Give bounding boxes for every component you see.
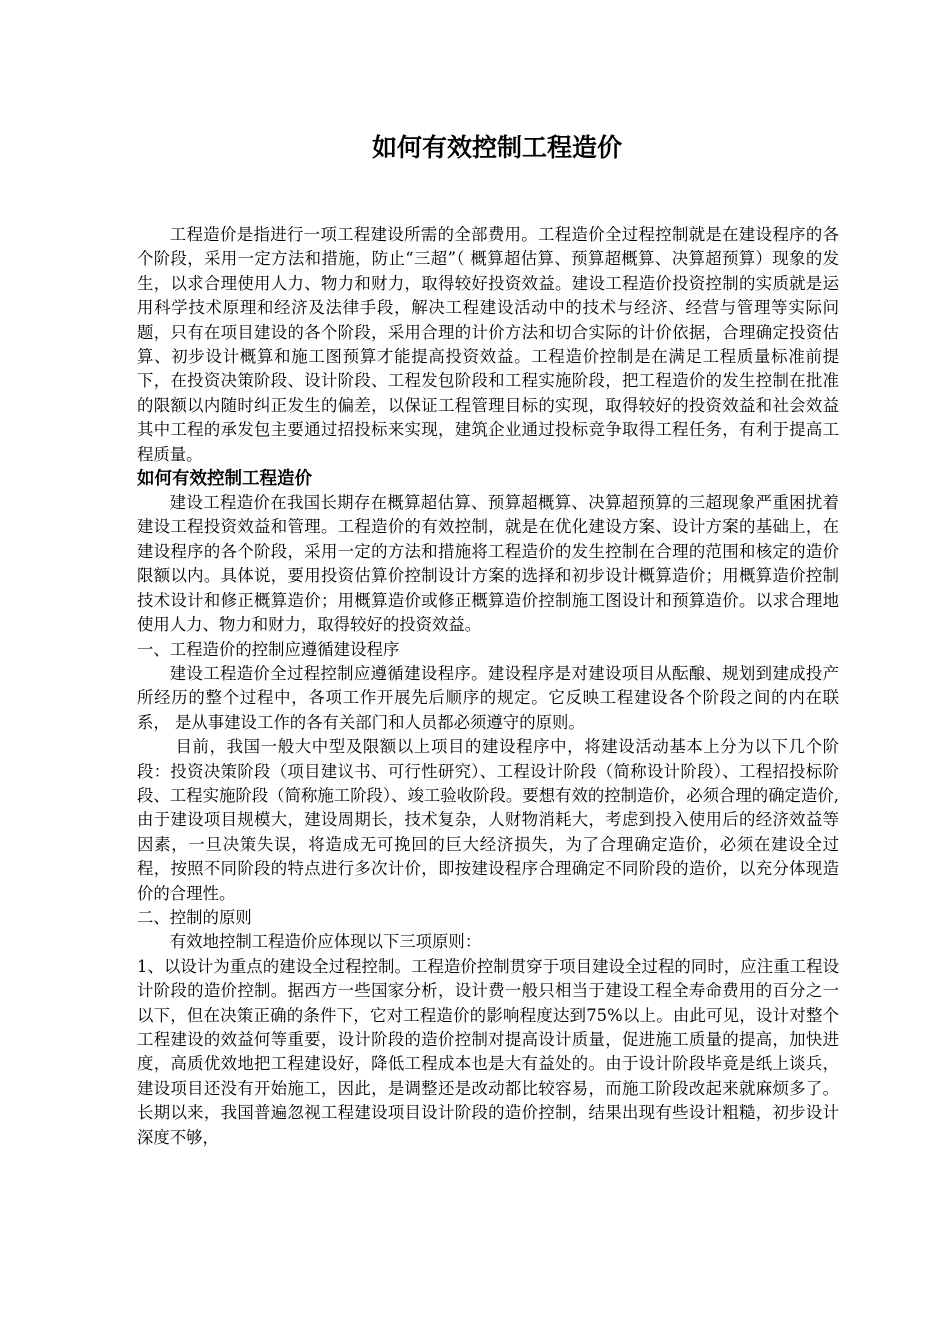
- section-heading-2: 二、控制的原则: [137, 907, 252, 927]
- document-body: [137, 223, 839, 1150]
- document-title: 如何有效控制工程造价: [372, 133, 623, 162]
- intro-paragraph: 工程造价是指进行一项工程建设所需的全部费用。工程造价全过程控制就是在建设程序的各个阶段，采用一定方法和措施，防止“三超”（ 概算超估算、预算超概算、决算超预算）现象的发生，以求合理使用人力、物力和财力，取得较好投资效益。建设工程造价投资控制的实质就是运用科学技术原理和经济及法律手段，解决工程建设活动中的技术与经济、经营与管理等实际问题，只有在项目建设的各个阶段，采用合理的计价方法和切合实际的计价依据，合理确定投资估算、初步设计概算和施工图预算才能提高投资效益。工程造价控制是在满足工程质量标准前提下，在投资决策阶段、设计阶段、工程发包阶段和工程实施阶段，把工程造价的发生控制在批准的限额以内随时纠正发生的偏差，以保证工程管理目标的实现，取得较好的投资效益和社会效益其中工程的承发包主要通过招投标来实现，建筑企业通过投标竞争取得工程任务，有利于提高工程质量。: [137, 225, 839, 464]
- overview-paragraph: 建设工程造价在我国长期存在概算超估算、预算超概算、决算超预算的三超现象严重困扰着建设工程投资效益和管理。工程造价的有效控制，就是在优化建设方案、设计方案的基础上，在建设程序的各个阶段，采用一定的方法和措施将工程造价的发生控制在合理的范围和核定的造价限额以内。具体说，要用投资估算价控制设计方案的选择和初步设计概算造价；用概算造价控制技术设计和修正概算造价；用概算造价或修正概算造价控制施工图设计和预算造价。以求合理地使用人力、物力和财力，取得较好的投资效益。: [137, 493, 839, 635]
- section-heading-1: 一、工程造价的控制应遵循建设程序: [137, 639, 400, 659]
- section-heading: 如何有效控制工程造价: [137, 469, 312, 490]
- procedure-paragraph: 建设工程造价全过程控制应遵循建设程序。建设程序是对建设项目从酝酿、规划到建成投产所经历的整个过程中，各项工作开展先后顺序的规定。它反映工程建设各个阶段之间的内在联系， 是从事建设工作的各有关部门和人员都必须遵守的原则。: [137, 663, 839, 732]
- principles-intro: 有效地控制工程造价应体现以下三项原则：: [169, 932, 482, 952]
- principle-1-paragraph: 1、以设计为重点的建设全过程控制。工程造价控制贯穿于项目建设全过程的同时，应注重工程设计阶段的造价控制。据西方一些国家分析，设计费一般只相当于建设工程全寿命费用的百分之一以下，但在决策正确的条件下，它对工程造价的影响程度达到75%以上。由此可见，设计对整个工程建设的效益何等重要，设计阶段的造价控制对提高设计质量，促进施工质量的提高，加快进度，高质优效地把工程建设好，降低工程成本也是大有益处的。由于设计阶段毕竟是纸上谈兵，建设项目还没有开始施工，因此，是调整还是改动都比较容易，而施工阶段改起来就麻烦多了。长期以来，我国普遍忽视工程建设项目设计阶段的造价控制，结果出现有些设计粗糙，初步设计深度不够，: [137, 956, 839, 1147]
- stages-paragraph: 目前，我国一般大中型及限额以上项目的建设程序中，将建设活动基本上分为以下几个阶段：投资决策阶段（项目建议书、可行性研究）、工程设计阶段（简称设计阶段）、工程招投标阶段、工程实施阶段（简称施工阶段）、竣工验收阶段。要想有效的控制造价，必须合理的确定造价,由于建设项目规模大，建设周期长，技术复杂，人财物消耗大，考虑到投入使用后的经济效益等因素，一旦决策失误，将造成无可挽回的巨大经济损失，为了合理确定造价，必须在建设全过程，按照不同阶段的特点进行多次计价，即按建设程序合理确定不同阶段的造价，以充分体现造价的合理性。: [137, 737, 839, 903]
